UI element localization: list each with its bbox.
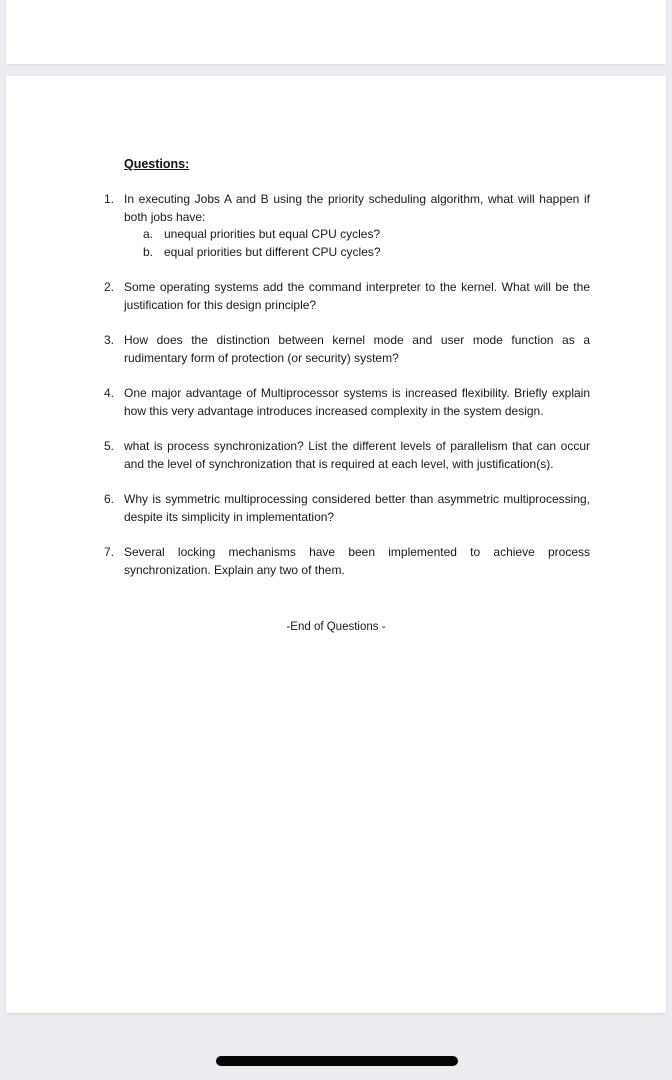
sub-item-label: b.	[143, 244, 154, 259]
question-item	[104, 544, 590, 579]
question-text: How does the distinction between kernel mode and user mode function as a rudimentary form of protection (or security) system?	[124, 333, 590, 365]
question-number: 5.	[104, 439, 115, 453]
question-text: One major advantage of Multiprocessor systems is increased flexibility. Briefly explain how this very advantage introduces increased complexity in the system design.	[124, 386, 590, 418]
question-item	[104, 191, 590, 261]
question-text: In executing Jobs A and B using the priority scheduling algorithm, what will happen if both jobs have:	[124, 192, 590, 224]
home-indicator[interactable]	[216, 1056, 458, 1066]
question-number: 6.	[104, 492, 115, 506]
sub-item	[143, 244, 590, 262]
question-item	[104, 491, 590, 526]
question-number: 7.	[104, 545, 115, 559]
previous-page-sheet	[6, 0, 666, 64]
question-item	[104, 438, 590, 473]
sub-item-text: unequal priorities but equal CPU cycles?	[164, 227, 381, 241]
document-page	[6, 76, 666, 1013]
question-item	[104, 332, 590, 367]
question-item	[104, 385, 590, 420]
sub-item	[143, 226, 590, 244]
sub-item-label: a.	[143, 227, 154, 241]
end-of-questions: -End of Questions -	[286, 621, 386, 633]
question-number: 1.	[104, 192, 115, 206]
question-number: 2.	[104, 280, 115, 294]
questions-heading: Questions:	[124, 157, 190, 171]
question-text: Several locking mechanisms have been implemented to achieve process synchronization. Explain any two of them.	[124, 545, 590, 577]
question-item	[104, 279, 590, 314]
question-number: 3.	[104, 333, 115, 347]
sub-item-text: equal priorities but different CPU cycles?	[164, 244, 381, 259]
question-text: Some operating systems add the command interpreter to the kernel. What will be the justification for this design principle?	[124, 280, 590, 312]
question-number: 4.	[104, 386, 115, 400]
question-text: Why is symmetric multiprocessing considered better than asymmetric multiprocessing, despite its simplicity in implementation?	[124, 492, 590, 524]
question-text: what is process synchronization? List the different levels of parallelism that can occur and the level of synchronization that is required at each level, with justification(s).	[124, 439, 590, 471]
